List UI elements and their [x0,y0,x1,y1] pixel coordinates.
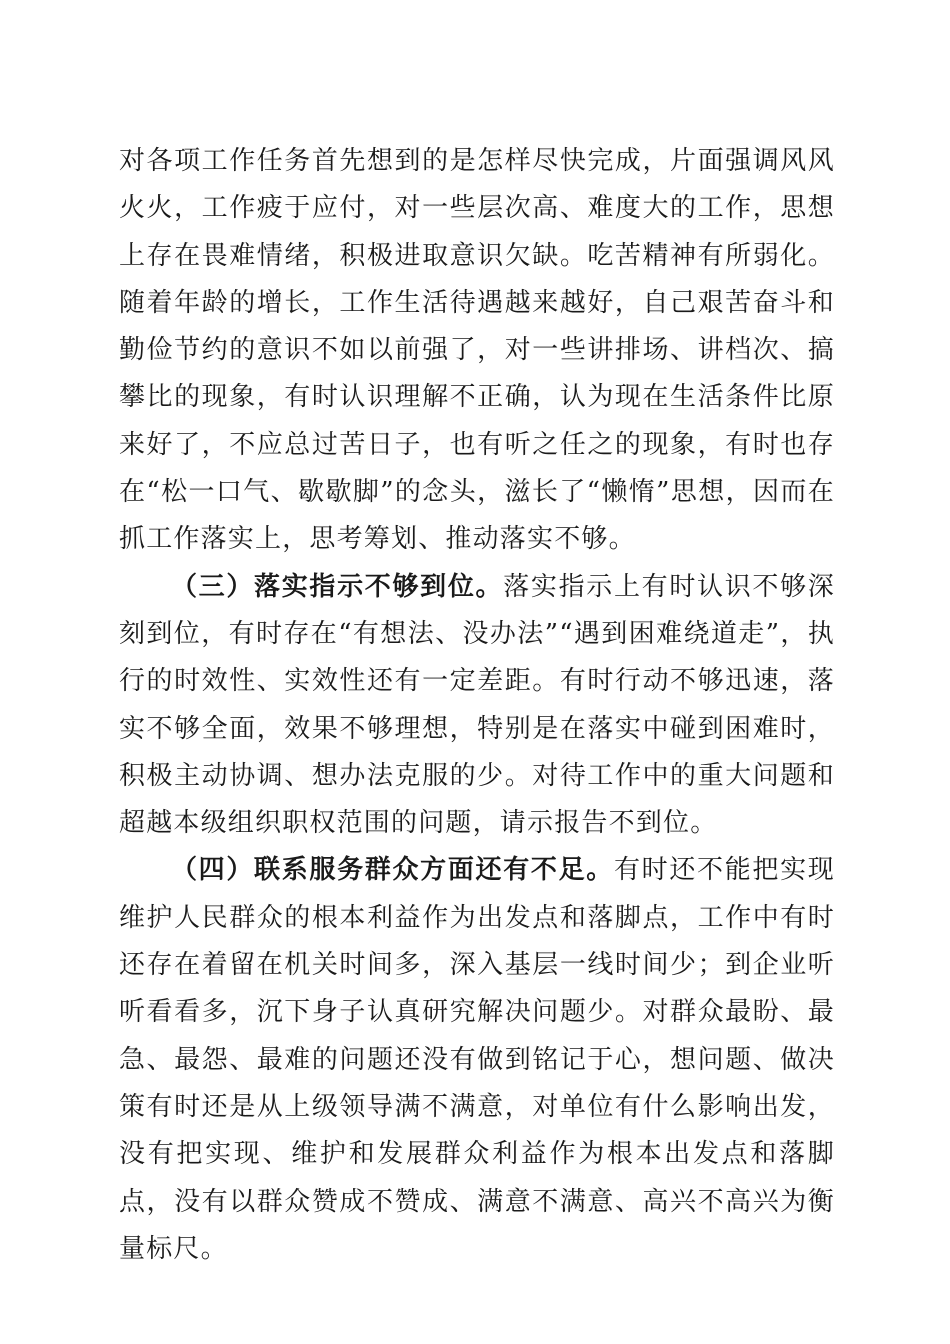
paragraph-body: 对各项工作任务首先想到的是怎样尽快完成，片面强调风风火火，工作疲于应付，对一些层次高、难度大的工作，思想上存在畏难情绪，积极进取意识欠缺。吃苦精神有所弱化。随着年龄的增长，工作生活待遇越来越好，自己艰苦奋斗和勤俭节约的意识不如以前强了，对一些讲排场、讲档次、搞攀比的现象，有时认识理解不正确，认为现在生活条件比原来好了，不应总过苦日子，也有听之任之的现象，有时也存在“松一口气、歇歇脚”的念头，滋长了“懒惰”思想，因而在抓工作落实上，思考筹划、推动落实不够。 [119,146,835,555]
section-heading: （三）落实指示不够到位。 [171,571,504,602]
paragraph-section-3 [119,564,835,848]
paragraph-section-4 [119,847,835,1273]
paragraph-continuation [119,138,835,564]
section-heading: （四）联系服务群众方面还有不足。 [171,855,614,886]
paragraph-body: 有时还不能把实现维护人民群众的根本利益作为出发点和落脚点，工作中有时还存在着留在机关时间多，深入基层一线时间少；到企业听听看看多，沉下身子认真研究解决问题少。对群众最盼、最急、最怨、最难的问题还没有做到铭记于心，想问题、做决策有时还是从上级领导满不满意，对单位有什么影响出发，没有把实现、维护和发展群众利益作为根本出发点和落脚点，没有以群众赞成不赞成、满意不满意、高兴不高兴为衡量标尺。 [119,855,835,1264]
document-body [119,138,835,1273]
paragraph-body: 落实指示上有时认识不够深刻到位，有时存在“有想法、没办法”“遇到困难绕道走”，执行的时效性、实效性还有一定差距。有时行动不够迅速，落实不够全面，效果不够理想，特别是在落实中碰到困难时，积极主动协调、想办法克服的少。对待工作中的重大问题和超越本级组织职权范围的问题，请示报告不到位。 [119,571,836,839]
